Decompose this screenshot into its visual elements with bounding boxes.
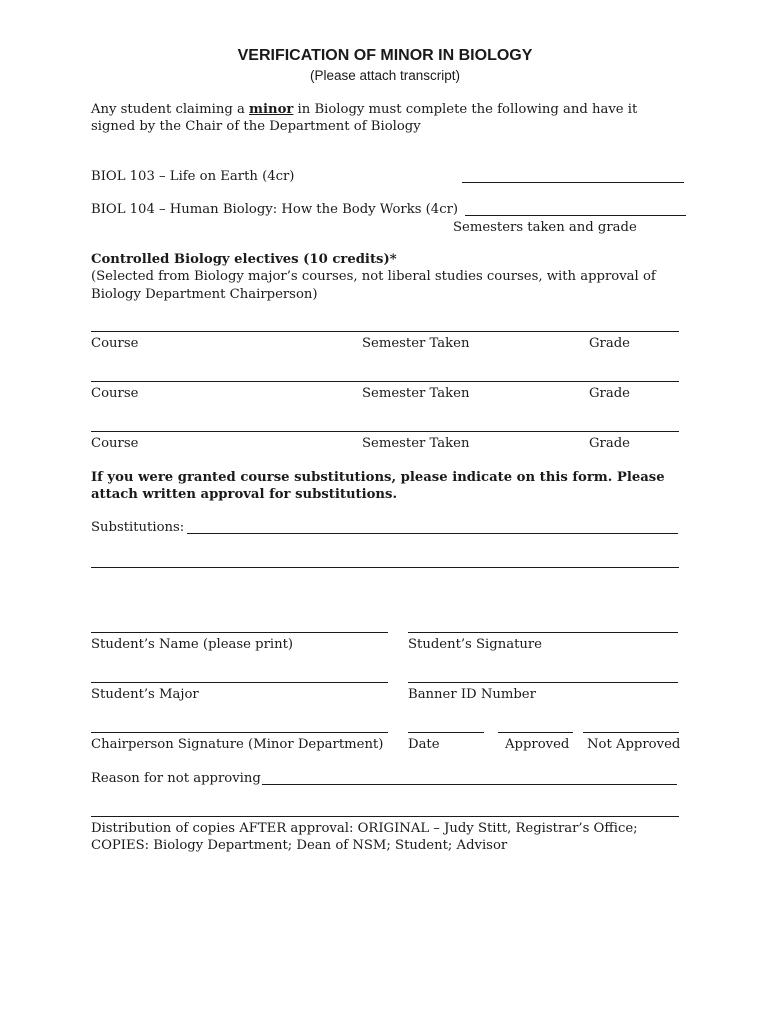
elective-course-label-3: Course: [91, 436, 139, 451]
elective-entry-line-2[interactable]: [91, 381, 679, 382]
elective-course-label-1: Course: [91, 336, 139, 351]
intro-text-b: in Biology must complete the following and have it: [293, 102, 638, 117]
biol104-entry-line[interactable]: [465, 215, 686, 216]
biol104-label: BIOL 104 – Human Biology: How the Body Works (4cr): [91, 202, 459, 217]
elective-semester-label-1: Semester Taken: [362, 336, 470, 351]
substitutions-entry-line-2[interactable]: [91, 567, 679, 568]
biol103-label: BIOL 103 – Life on Earth (4cr): [91, 169, 295, 184]
intro-line-1: [91, 101, 637, 118]
student-name-line[interactable]: [91, 632, 388, 633]
student-signature-line[interactable]: [408, 632, 678, 633]
distribution-line-2: COPIES: Biology Department; Dean of NSM; Student; Advisor: [91, 838, 508, 853]
student-major-line[interactable]: [91, 682, 388, 683]
semesters-caption: Semesters taken and grade: [453, 220, 637, 235]
intro-line-2: signed by the Chair of the Department of Biology: [91, 119, 421, 134]
form-title: VERIFICATION OF MINOR IN BIOLOGY: [237, 47, 533, 64]
electives-heading: Controlled Biology electives (10 credits)*: [91, 252, 397, 267]
form-subtitle: (Please attach transcript): [309, 68, 461, 83]
banner-id-line[interactable]: [408, 682, 678, 683]
approved-label: Approved: [505, 737, 570, 752]
elective-semester-label-2: Semester Taken: [362, 386, 470, 401]
elective-entry-line-3[interactable]: [91, 431, 679, 432]
substitution-notice-1: If you were granted course substitutions, please indicate on this form. Please: [91, 470, 665, 485]
distribution-line-1: Distribution of copies AFTER approval: ORIGINAL – Judy Stitt, Registrar’s Office;: [91, 821, 638, 836]
elective-grade-label-2: Grade: [589, 386, 630, 401]
approved-line[interactable]: [498, 732, 573, 733]
chair-signature-line[interactable]: [91, 732, 388, 733]
elective-course-label-2: Course: [91, 386, 139, 401]
reason-entry-line-1[interactable]: [262, 784, 677, 785]
substitution-notice-2: attach written approval for substitutions.: [91, 487, 398, 502]
elective-grade-label-1: Grade: [589, 336, 630, 351]
electives-note-2: Biology Department Chairperson): [91, 287, 318, 302]
student-name-label: Student’s Name (please print): [91, 637, 294, 652]
student-signature-label: Student’s Signature: [408, 637, 542, 652]
not-approved-label: Not Approved: [587, 737, 681, 752]
biol103-entry-line[interactable]: [462, 182, 684, 183]
banner-id-label: Banner ID Number: [408, 687, 536, 702]
electives-note-1: (Selected from Biology major’s courses, not liberal studies courses, with approval of: [91, 269, 656, 284]
elective-entry-line-1[interactable]: [91, 331, 679, 332]
student-major-label: Student’s Major: [91, 687, 199, 702]
date-label: Date: [408, 737, 440, 752]
intro-emphasis: minor: [249, 102, 294, 117]
date-line[interactable]: [408, 732, 484, 733]
reason-entry-line-2[interactable]: [91, 816, 679, 817]
reason-label: Reason for not approving: [91, 771, 261, 786]
substitutions-entry-line-1[interactable]: [187, 533, 678, 534]
substitutions-label: Substitutions:: [91, 520, 185, 535]
chair-signature-label: Chairperson Signature (Minor Department): [91, 737, 384, 752]
elective-semester-label-3: Semester Taken: [362, 436, 470, 451]
elective-grade-label-3: Grade: [589, 436, 630, 451]
intro-text-a: Any student claiming a: [91, 102, 250, 117]
not-approved-line[interactable]: [583, 732, 679, 733]
